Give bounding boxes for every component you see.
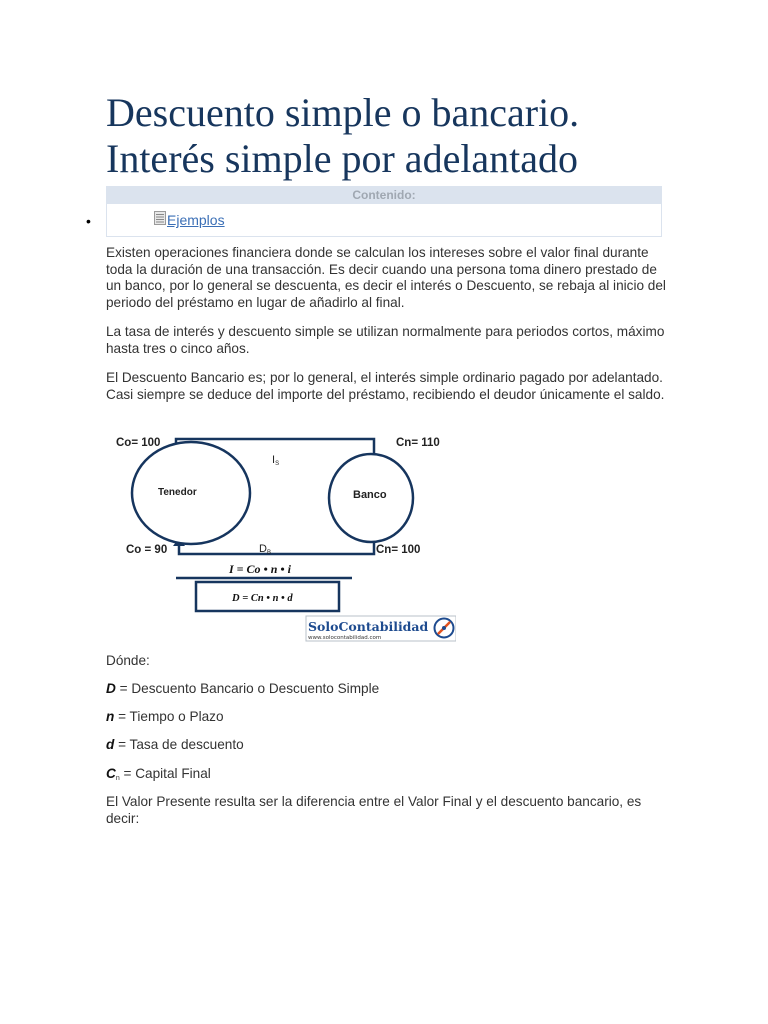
symbol-n: n	[106, 709, 115, 724]
paragraph-intro: Existen operaciones financiera donde se calculan los intereses sobre el valor final durante toda la duración de una transacción. Es decir cuando una persona toma dinero prestado de un banco, por lo general se descuenta, es decir el interés o Descuento, se rebaja al inicio del periodo del préstamo en lugar de añadirlo al final.	[106, 245, 666, 310]
paragraph-tasa: La tasa de interés y descuento simple se utilizan normalmente para periodos cortos, máximo hasta tres o cinco años.	[106, 324, 665, 356]
page-title	[106, 90, 706, 182]
definition-n: n = Tiempo o Plazo	[106, 709, 224, 724]
table-of-contents	[106, 186, 662, 237]
formula-interest: I = Co • n • i	[229, 562, 291, 576]
title-line-1: Descuento simple o bancario.	[106, 90, 580, 135]
discount-diagram	[106, 430, 456, 645]
definition-cn: $C_n$ = Capital Final	[106, 766, 211, 782]
paragraph-valor-presente: El Valor Presente resulta ser la diferencia entre el Valor Final y el descuento bancario, es decir:	[106, 794, 642, 826]
label-banco: Banco	[353, 489, 387, 501]
svg-text:SoloContabilidad: SoloContabilidad	[308, 619, 429, 634]
paragraph-descuento-bancario: El Descuento Bancario es; por lo general, el interés simple ordinario pagado por adelantado. Casi siempre se deduce del importe del préstamo, recibiendo el deudor únicamente el saldo.	[106, 370, 665, 402]
label-is: IS	[272, 454, 280, 467]
label-co-bottom: Co = 90	[126, 544, 168, 556]
label-tenedor: Tenedor	[158, 487, 197, 498]
label-cn-top: Cn= 110	[396, 437, 440, 449]
title-line-2: Interés simple por adelantado	[106, 136, 579, 181]
list-icon	[154, 211, 166, 225]
label-cn-bottom: Cn= 100	[376, 544, 421, 556]
bullet-icon: •	[86, 213, 91, 229]
toc-body	[106, 204, 662, 237]
symbol-d: D	[106, 681, 116, 696]
toc-link-ejemplos[interactable]: Ejemplos	[167, 212, 225, 228]
symbol-cn: C	[106, 766, 116, 781]
logo-url: www.solocontabilidad.com	[308, 635, 382, 641]
definition-d-rate: d = Tasa de descuento	[106, 737, 244, 752]
solocontabilidad-logo	[306, 616, 456, 641]
label-co-top: Co= 100	[116, 437, 161, 449]
formula-discount: D = Cn • n • d	[232, 593, 293, 604]
definitions-intro: Dónde:	[106, 653, 150, 668]
symbol-d-rate: d	[106, 737, 115, 752]
toc-header: Contenido:	[106, 186, 662, 204]
label-db: DB	[259, 543, 271, 556]
definition-d: D = Descuento Bancario o Descuento Simple	[106, 681, 380, 696]
